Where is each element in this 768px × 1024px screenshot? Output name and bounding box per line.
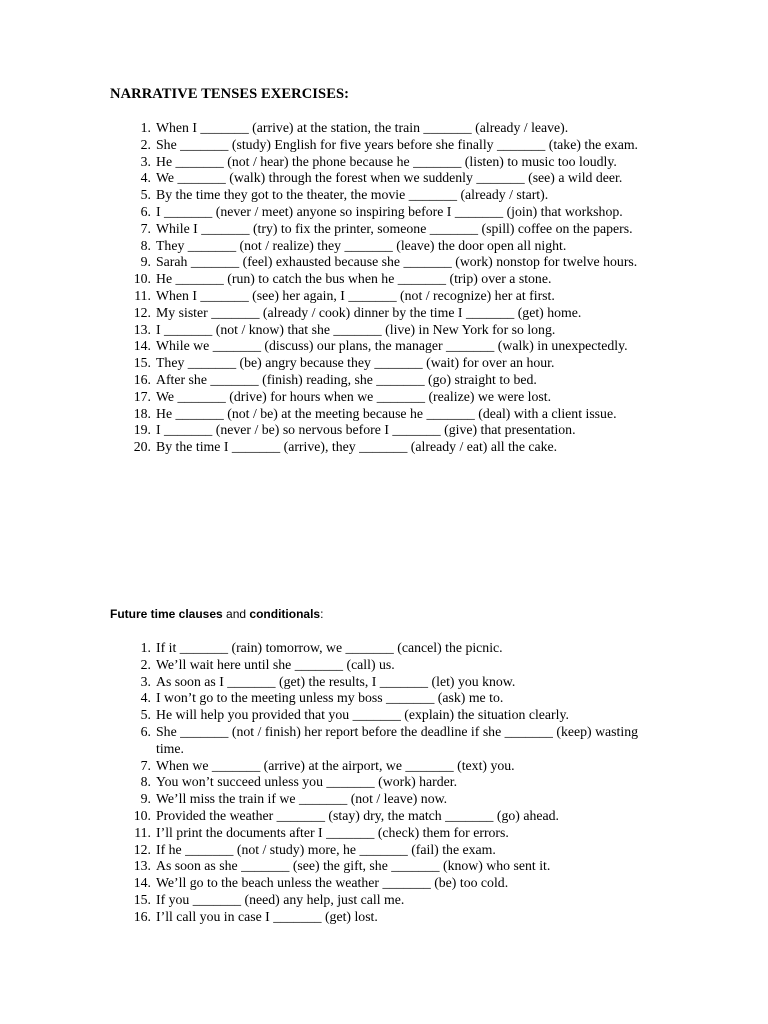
item-number: 6.: [140, 203, 151, 219]
item-text: After she _______ (finish) reading, she _______ (go) straight to bed.: [156, 371, 537, 387]
section-heading-part-2: and: [222, 607, 250, 621]
item-text: If he _______ (not / study) more, he _______ (fail) the exam.: [156, 841, 496, 857]
page-title: NARRATIVE TENSES EXERCISES:: [110, 86, 350, 102]
item-number: 15.: [133, 891, 151, 907]
narrative-exercise-item: [0, 355, 664, 372]
future-exercise-item: [0, 808, 664, 825]
section-heading-part-4: :: [320, 607, 324, 621]
item-number: 5.: [140, 187, 151, 203]
future-exercise-item: [0, 875, 664, 892]
narrative-tenses-list: [0, 120, 664, 456]
item-number: 18.: [133, 405, 151, 421]
item-number: 16.: [133, 371, 151, 387]
future-exercise-item: [0, 758, 664, 775]
narrative-exercise-item: [0, 187, 664, 204]
item-text: While we _______ (discuss) our plans, the manager _______ (walk) in unexpectedly.: [156, 338, 628, 354]
section-heading-part-3: conditionals: [249, 607, 321, 621]
item-text: Provided the weather _______ (stay) dry, the match _______ (go) ahead.: [156, 807, 559, 823]
narrative-exercise-item: [0, 422, 664, 439]
item-text: She _______ (study) English for five years before she finally _______ (take) the exam.: [156, 136, 638, 152]
item-text: If it _______ (rain) tomorrow, we _______ (cancel) the picnic.: [156, 640, 503, 655]
item-text: I _______ (not / know) that she _______ (live) in New York for so long.: [156, 321, 556, 337]
item-number: 19.: [133, 422, 151, 438]
narrative-exercise-item: [0, 271, 664, 288]
future-exercise-item: [0, 774, 664, 791]
item-number: 11.: [134, 824, 151, 840]
item-number: 2.: [140, 136, 151, 152]
item-number: 5.: [140, 707, 151, 723]
narrative-exercise-item: [0, 170, 664, 187]
future-exercise-item: [0, 640, 664, 657]
item-number: 8.: [140, 237, 151, 253]
item-text: When we _______ (arrive) at the airport, we _______ (text) you.: [156, 757, 515, 773]
item-text: I _______ (never / be) so nervous before I _______ (give) that presentation.: [156, 422, 576, 438]
item-text: We’ll wait here until she _______ (call) us.: [156, 656, 395, 672]
narrative-exercise-item: [0, 406, 664, 423]
item-text: When I _______ (arrive) at the station, the train _______ (already / leave).: [156, 120, 569, 135]
narrative-exercise-item: [0, 305, 664, 322]
section-heading-future: [110, 607, 323, 621]
future-exercise-item: [0, 657, 664, 674]
item-number: 2.: [140, 656, 151, 672]
item-number: 10.: [133, 807, 151, 823]
future-exercise-item: [0, 707, 664, 724]
item-text: They _______ (be) angry because they _______ (wait) for over an hour.: [156, 355, 555, 371]
item-number: 14.: [133, 338, 151, 354]
item-number: 12.: [133, 841, 151, 857]
item-text: While I _______ (try) to fix the printer, someone _______ (spill) coffee on the papers.: [156, 220, 633, 236]
item-number: 4.: [140, 170, 151, 186]
item-text: When I _______ (see) her again, I _______ (not / recognize) her at first.: [156, 287, 555, 303]
narrative-exercise-item: [0, 137, 664, 154]
narrative-exercise-item: [0, 338, 664, 355]
item-number: 9.: [140, 254, 151, 270]
item-number: 10.: [133, 271, 151, 287]
item-text: By the time I _______ (arrive), they _______ (already / eat) all the cake.: [156, 439, 558, 455]
item-text: I’ll call you in case I _______ (get) lost.: [156, 908, 378, 924]
item-number: 7.: [140, 757, 151, 773]
item-number: 12.: [133, 304, 151, 320]
item-text: I’ll print the documents after I _______ (check) them for errors.: [156, 824, 509, 840]
item-text: She _______ (not / finish) her report before the deadline if she _______ (keep) wasting time.: [156, 723, 638, 756]
future-exercise-item: [0, 858, 664, 875]
narrative-exercise-item: [0, 238, 664, 255]
narrative-exercise-item: [0, 389, 664, 406]
item-number: 9.: [140, 791, 151, 807]
item-text: You won’t succeed unless you _______ (work) harder.: [156, 774, 458, 790]
item-number: 15.: [133, 355, 151, 371]
item-text: As soon as I _______ (get) the results, I _______ (let) you know.: [156, 673, 516, 689]
item-text: Sarah _______ (feel) exhausted because she _______ (work) nonstop for twelve hours.: [156, 254, 638, 270]
future-exercise-item: [0, 909, 664, 926]
item-text: We _______ (walk) through the forest when we suddenly _______ (see) a wild deer.: [156, 170, 623, 186]
item-text: By the time they got to the theater, the movie _______ (already / start).: [156, 187, 549, 203]
narrative-exercise-item: [0, 288, 664, 305]
item-number: 3.: [140, 673, 151, 689]
section-heading-part-1: Future time clauses: [110, 607, 223, 621]
item-text: He will help you provided that you _______ (explain) the situation clearly.: [156, 707, 569, 723]
item-number: 4.: [140, 690, 151, 706]
future-exercise-item: [0, 825, 664, 842]
narrative-exercise-item: [0, 439, 664, 456]
narrative-exercise-item: [0, 322, 664, 339]
narrative-exercise-item: [0, 204, 664, 221]
item-number: 13.: [133, 321, 151, 337]
item-text: We _______ (drive) for hours when we _______ (realize) we were lost.: [156, 388, 552, 404]
item-number: 3.: [140, 153, 151, 169]
item-text: We’ll go to the beach unless the weather _______ (be) too cold.: [156, 875, 509, 891]
item-text: I won’t go to the meeting unless my boss _______ (ask) me to.: [156, 690, 504, 706]
narrative-exercise-item: [0, 372, 664, 389]
item-text: We’ll miss the train if we _______ (not / leave) now.: [156, 791, 448, 807]
item-number: 11.: [134, 287, 151, 303]
item-text: He _______ (not / hear) the phone because he _______ (listen) to music too loudly.: [156, 153, 617, 169]
narrative-exercise-item: [0, 254, 664, 271]
narrative-exercise-item: [0, 120, 664, 137]
item-number: 20.: [133, 439, 151, 455]
item-number: 1.: [140, 640, 151, 655]
item-text: I _______ (never / meet) anyone so inspiring before I _______ (join) that workshop.: [156, 203, 623, 219]
item-number: 7.: [140, 220, 151, 236]
item-number: 1.: [140, 120, 151, 135]
item-number: 16.: [133, 908, 151, 924]
future-exercise-item: [0, 674, 664, 691]
item-number: 8.: [140, 774, 151, 790]
item-text: He _______ (not / be) at the meeting because he _______ (deal) with a client issue.: [156, 405, 617, 421]
item-number: 6.: [140, 723, 151, 739]
item-text: If you _______ (need) any help, just call me.: [156, 891, 405, 907]
future-exercise-item: [0, 690, 664, 707]
item-text: As soon as she _______ (see) the gift, she _______ (know) who sent it.: [156, 858, 551, 874]
item-number: 13.: [133, 858, 151, 874]
item-number: 17.: [133, 388, 151, 404]
narrative-exercise-item: [0, 221, 664, 238]
future-exercise-item: [0, 842, 664, 859]
future-exercise-item: [0, 892, 664, 909]
item-text: He _______ (run) to catch the bus when he _______ (trip) over a stone.: [156, 271, 552, 287]
future-conditionals-list: [0, 640, 664, 926]
item-text: My sister _______ (already / cook) dinner by the time I _______ (get) home.: [156, 304, 582, 320]
future-exercise-item: [0, 724, 664, 758]
item-number: 14.: [133, 875, 151, 891]
narrative-exercise-item: [0, 154, 664, 171]
future-exercise-item: [0, 791, 664, 808]
item-text: They _______ (not / realize) they _______ (leave) the door open all night.: [156, 237, 567, 253]
